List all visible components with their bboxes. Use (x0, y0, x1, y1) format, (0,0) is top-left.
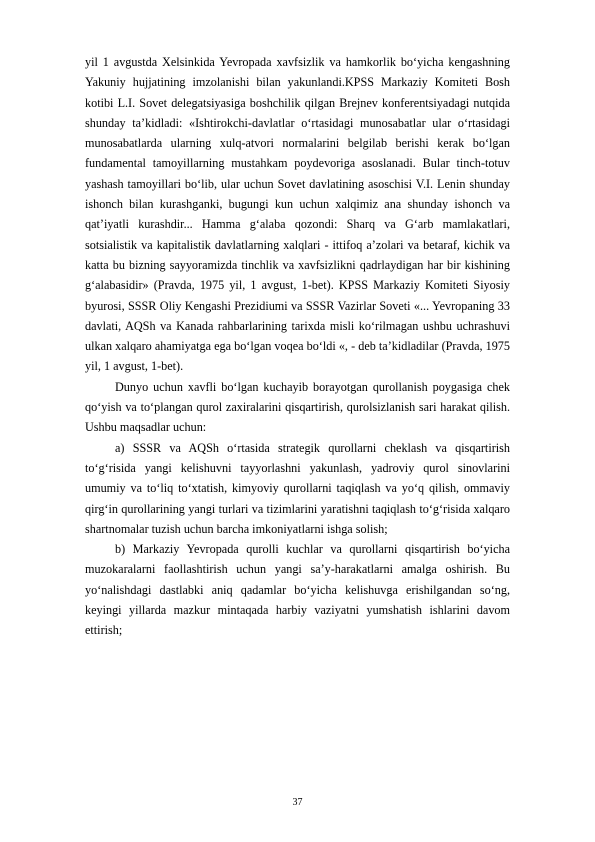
list-item-a: a) SSSR va AQSh o‘rtasida strategik qurollarni cheklash va qisqartirish to‘g‘risida yangi kelishuvni tayyorlashni yakunlash, yadroviy qurol sinovlarini umumiy va to‘liq to‘xtatish, kimyoviy qurollarni taqiqlash va yo‘q qilish, ommaviy qirg‘in qurollarining yangi turlari va tizimlarini yaratishni taqiqlash to‘g‘risida xalqaro shartnomalar tuzish uchun barcha imkoniyatlarni ishga solish; (85, 440, 510, 536)
page-number: 37 (292, 797, 303, 808)
list-item-b: b) Markaziy Yevropada qurolli kuchlar va qurollarni qisqartirish bo‘yicha muzokaralarni faollashtirish uchun yangi sa’y-harakatlarni amalga oshirish. Bu yo‘nalishdagi dastlabki aniq qadamlar bo‘yicha kelishuvga erishilgandan so‘ng, keyingi yillarda mazkur mintaqada harbiy vaziyatni yumshatish ishlarini davom ettirish; (85, 542, 510, 638)
document-body (85, 52, 510, 641)
body-paragraph: yil 1 avgustda Xelsinkida Yevropada xavfsizlik va hamkorlik bo‘yicha kengashning Yakuniy hujjatining imzolanishi bilan yakunlandi.KPSS Markaziy Komiteti Bosh kotibi L.I. Sovet delegatsiyasiga boshchilik qilgan Brejnev konferentsiyadagi nutqida shunday ta’kidladi: «Ishtirokchi-davlatlar o‘rtasidagi munosabatlar ular o‘rtasidagi munosabatlarda ularning xulq-atvori normalarini belgilab berishi kerak bo‘lgan fundamental tamoyillarning mustahkam poydevoriga asoslanadi. Bular tinch-totuv yashash tamoyillari bo‘lib, ular uchun Sovet davlatining asoschisi V.I. Lenin shunday ishonch bilan kurashganki, bugungi kun uchun xalqimiz ana shunday ishonch va qat’iyatli kurashdir... Hamma g‘alaba qozondi: Sharq va G‘arb mamlakatlari, sotsialistik va kapitalistik davlatlarning xalqlari - ittifoq a’zolari va betaraf, kichik va katta bu bizning sayyoramizda tinchlik va xavfsizlikni qadrlaydigan har bir kishining g‘alabasidir» (Pravda, 1975 yil, 1 avgust, 1-bet). KPSS Markaziy Komiteti Siyosiy byurosi, SSSR Oliy Kengashi Prezidiumi va SSSR Vazirlar Soveti «... Yevropaning 33 davlati, AQSh va Kanada rahbarlarining tarixda misli ko‘rilmagan ushbu uchrashuvi ulkan xalqaro ahamiyatga ega bo‘lgan voqea bo‘ldi «, - deb ta’kidladilar (Pravda, 1975 yil, 1 avgust, 1-bet). (85, 55, 510, 374)
body-paragraph: Dunyo uchun xavfli bo‘lgan kuchayib borayotgan qurollanish poygasiga chek qo‘yish va to‘plangan qurol zaxiralarini qisqartirish, qurolsizlanish sari harakat qilish. Ushbu maqsadlar uchun: (85, 379, 510, 435)
